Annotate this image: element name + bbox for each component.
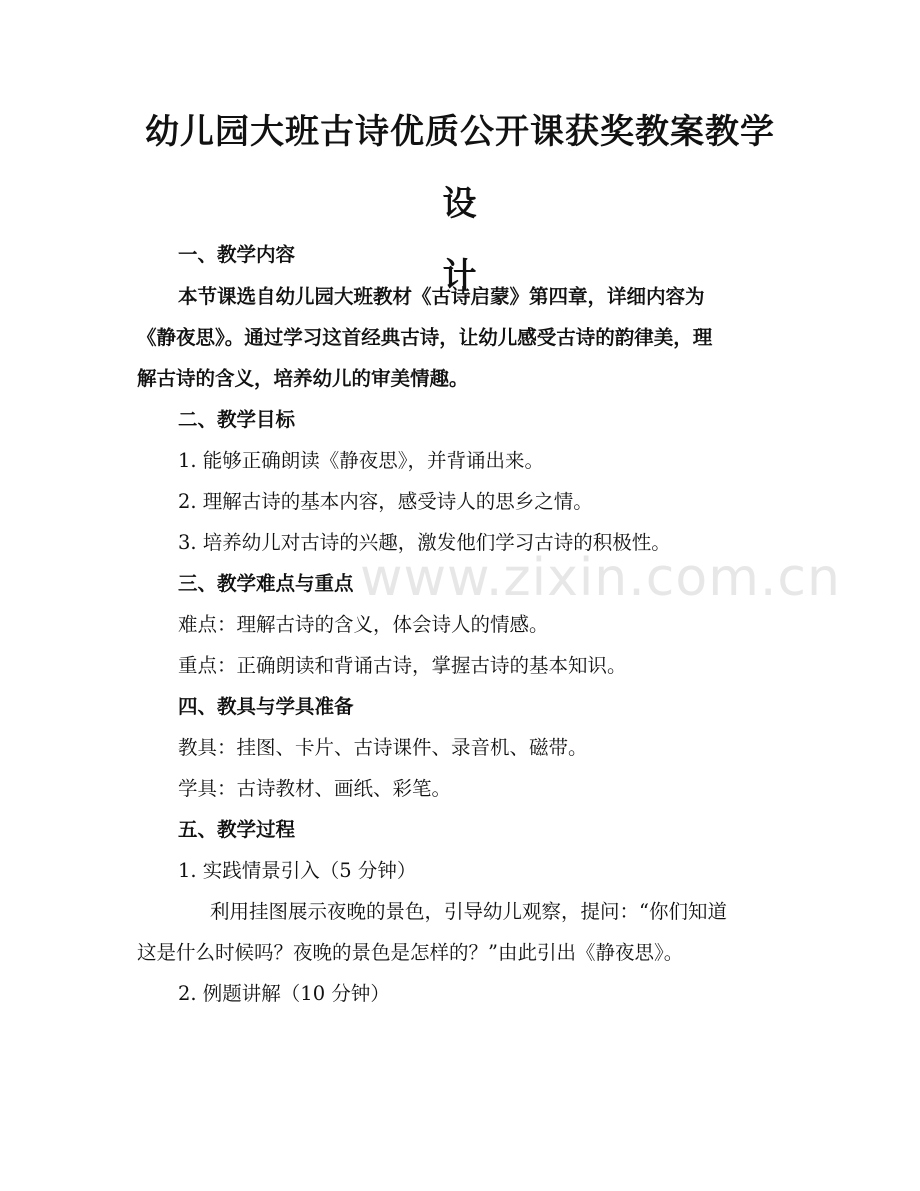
paragraph-line: 这是什么时候吗？夜晚的景色是怎样的？”由此引出《静夜思》。	[137, 941, 684, 964]
title-line-1: 幼儿园大班古诗优质公开课获奖教案教学设	[145, 112, 775, 224]
watermark: www.zixin.com.cn	[360, 548, 841, 608]
list-item: 2. 例题讲解（10 分钟）	[178, 982, 390, 1005]
paragraph-line: 重点：正确朗读和背诵古诗，掌握古诗的基本知识。	[178, 654, 627, 677]
paragraph-line: 本节课选自幼儿园大班教材《古诗启蒙》第四章，详细内容为	[178, 285, 705, 308]
paragraph-line: 难点：理解古诗的含义，体会诗人的情感。	[178, 613, 549, 636]
section-heading-3: 三、教学难点与重点	[178, 572, 354, 595]
document-title	[135, 96, 785, 312]
paragraph-line: 《静夜思》。通过学习这首经典古诗，让幼儿感受古诗的韵律美，理	[137, 326, 713, 349]
list-item: 3. 培养幼儿对古诗的兴趣，激发他们学习古诗的积极性。	[178, 531, 671, 554]
paragraph-line: 学具：古诗教材、画纸、彩笔。	[178, 777, 452, 800]
section-heading-1: 一、教学内容	[178, 243, 296, 266]
list-item: 1. 能够正确朗读《静夜思》，并背诵出来。	[178, 449, 545, 472]
list-item: 2. 理解古诗的基本内容，感受诗人的思乡之情。	[178, 490, 593, 513]
section-heading-4: 四、教具与学具准备	[178, 695, 354, 718]
paragraph-line: 解古诗的含义，培养幼儿的审美情趣。	[137, 367, 469, 390]
paragraph-line: 教具：挂图、卡片、古诗课件、录音机、磁带。	[178, 736, 588, 759]
section-heading-5: 五、教学过程	[178, 818, 296, 841]
paragraph-line: 利用挂图展示夜晚的景色，引导幼儿观察，提问：“你们知道	[210, 900, 727, 923]
list-item: 1. 实践情景引入（5 分钟）	[178, 859, 417, 882]
section-heading-2: 二、教学目标	[178, 408, 296, 431]
title-line-2: 计	[442, 256, 478, 296]
